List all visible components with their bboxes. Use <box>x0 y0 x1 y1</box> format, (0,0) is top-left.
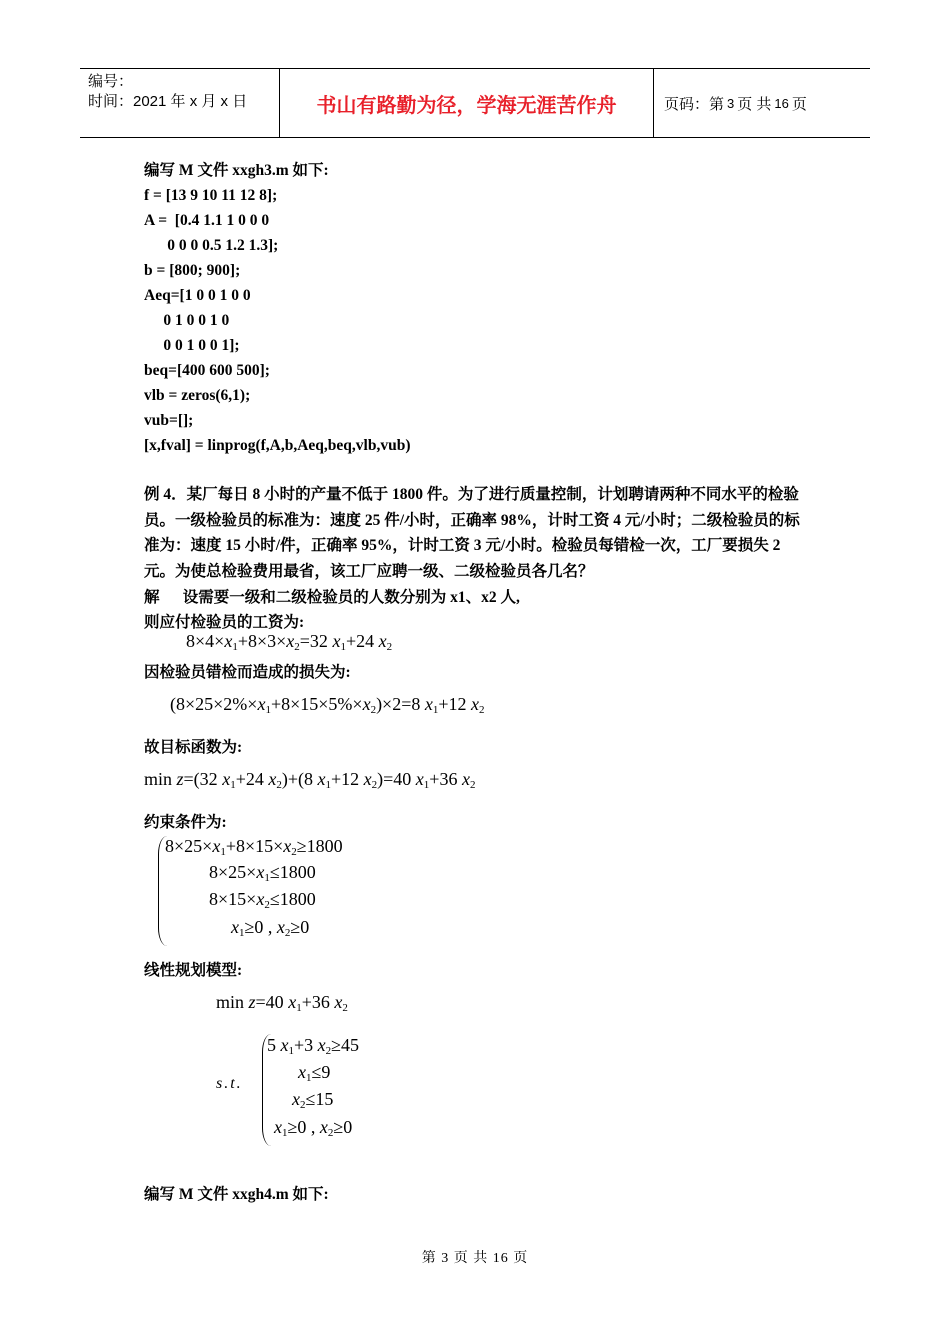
page-number: 3 <box>727 95 735 111</box>
wage-label: 则应付检验员的工资为: <box>144 614 305 631</box>
model-label: 线性规划模型: <box>144 962 243 979</box>
model-constraint: $x_1\ge 0$ , $x_2\ge 0$ <box>274 1117 353 1139</box>
loss-label: 因检验员错检而造成的损失为: <box>144 664 351 681</box>
model-constraint: $x_2\le 15$ <box>292 1089 334 1111</box>
code-line: A = [0.4 1.1 1 0 0 0 <box>144 212 270 229</box>
code-line: vub=[]; <box>144 412 194 429</box>
page-total: 16 <box>774 95 789 111</box>
constraint-row: $8\times 15\times x_2\le 1800$ <box>209 889 316 911</box>
constraint-row: $x_1\ge 0$ , $x_2\ge 0$ <box>231 917 310 939</box>
code-intro-xxgh3: 编写 M 文件 xxgh3.m 如下: <box>144 162 329 179</box>
example-problem: 例 4．某厂每日 8 小时的产量不低于 1800 件。为了进行质量控制，计划聘请两种不同水平的检验员。一级检验员的标准为：速度 25 件/小时，正确率 98%，计时工资 4 元/小时；二级检验员的标准为：速度 15 小时/件，正确率 95%，计时工资 3 元/小时。检验员每错检一次，工厂要损失 2 元。为使总检验费用最省，该工厂应聘一级、二级检验员各几名？ <box>144 486 800 580</box>
page-prefix: 页码：第 <box>664 95 725 113</box>
wage-equation: $8\times 4\times x_1+8\times 3\times x_2=32$ $x_1+24$ $x_2$ <box>186 631 393 653</box>
objective-label: 故目标函数为: <box>144 739 243 756</box>
code-line: vlb = zeros(6,1); <box>144 387 251 404</box>
loss-equation: $(8\times 25\times 2\%\times x_1+8\times 15\times 5\%\times x_2)\times 2=8$ $x_1+12$ $x_2$ <box>170 694 485 716</box>
page-suffix: 页 <box>791 95 807 113</box>
code-line: 0 0 0 0.5 1.2 1.3]; <box>144 237 279 254</box>
model-objective: min z=40 $x_1+36$ $x_2$ <box>216 992 348 1014</box>
code-line: 0 1 0 0 1 0 <box>144 312 230 329</box>
constraint-label: 约束条件为: <box>144 814 227 831</box>
header-meta <box>80 69 280 137</box>
time-label: 时间：2021 年 x 月 x 日 <box>88 93 248 110</box>
code-line: 0 0 1 0 0 1]; <box>144 337 240 354</box>
motto: 书山有路勤为径，学海无涯苦作舟 <box>280 69 654 137</box>
page-header <box>80 68 870 138</box>
objective-equation: min z=(32 $x_1+24$ $x_2)+(8$ $x_1+12$ $x_2)=40$ $x_1+36$ $x_2$ <box>144 769 476 791</box>
code-line: [x,fval] = linprog(f,A,b,Aeq,beq,vlb,vub) <box>144 437 411 454</box>
number-label: 编号： <box>88 73 134 90</box>
constraint-row: $8\times 25\times x_1+8\times 15\times x_2\ge 1800$ <box>165 836 343 858</box>
st-label: s.t. <box>216 1075 243 1092</box>
code-line: f = [13 9 10 11 12 8]; <box>144 187 278 204</box>
code-line: b = [800; 900]; <box>144 262 241 279</box>
code-line: Aeq=[1 0 0 1 0 0 <box>144 287 251 304</box>
model-constraint: 5 $x_1+3$ $x_2\ge 45$ <box>267 1035 360 1057</box>
code-line: beq=[400 600 500]; <box>144 362 270 379</box>
code-intro-xxgh4: 编写 M 文件 xxgh4.m 如下: <box>144 1186 329 1203</box>
model-constraint: $x_1\le 9$ <box>298 1062 331 1084</box>
page-footer: 第 3 页 共 16 页 <box>421 1251 529 1266</box>
page-indicator <box>654 69 870 137</box>
page-mid: 页 共 <box>737 95 772 113</box>
solution-line: 解 设需要一级和二级检验员的人数分别为 x1、x2 人, <box>144 589 520 606</box>
constraint-row: $8\times 25\times x_1\le 1800$ <box>209 862 316 884</box>
